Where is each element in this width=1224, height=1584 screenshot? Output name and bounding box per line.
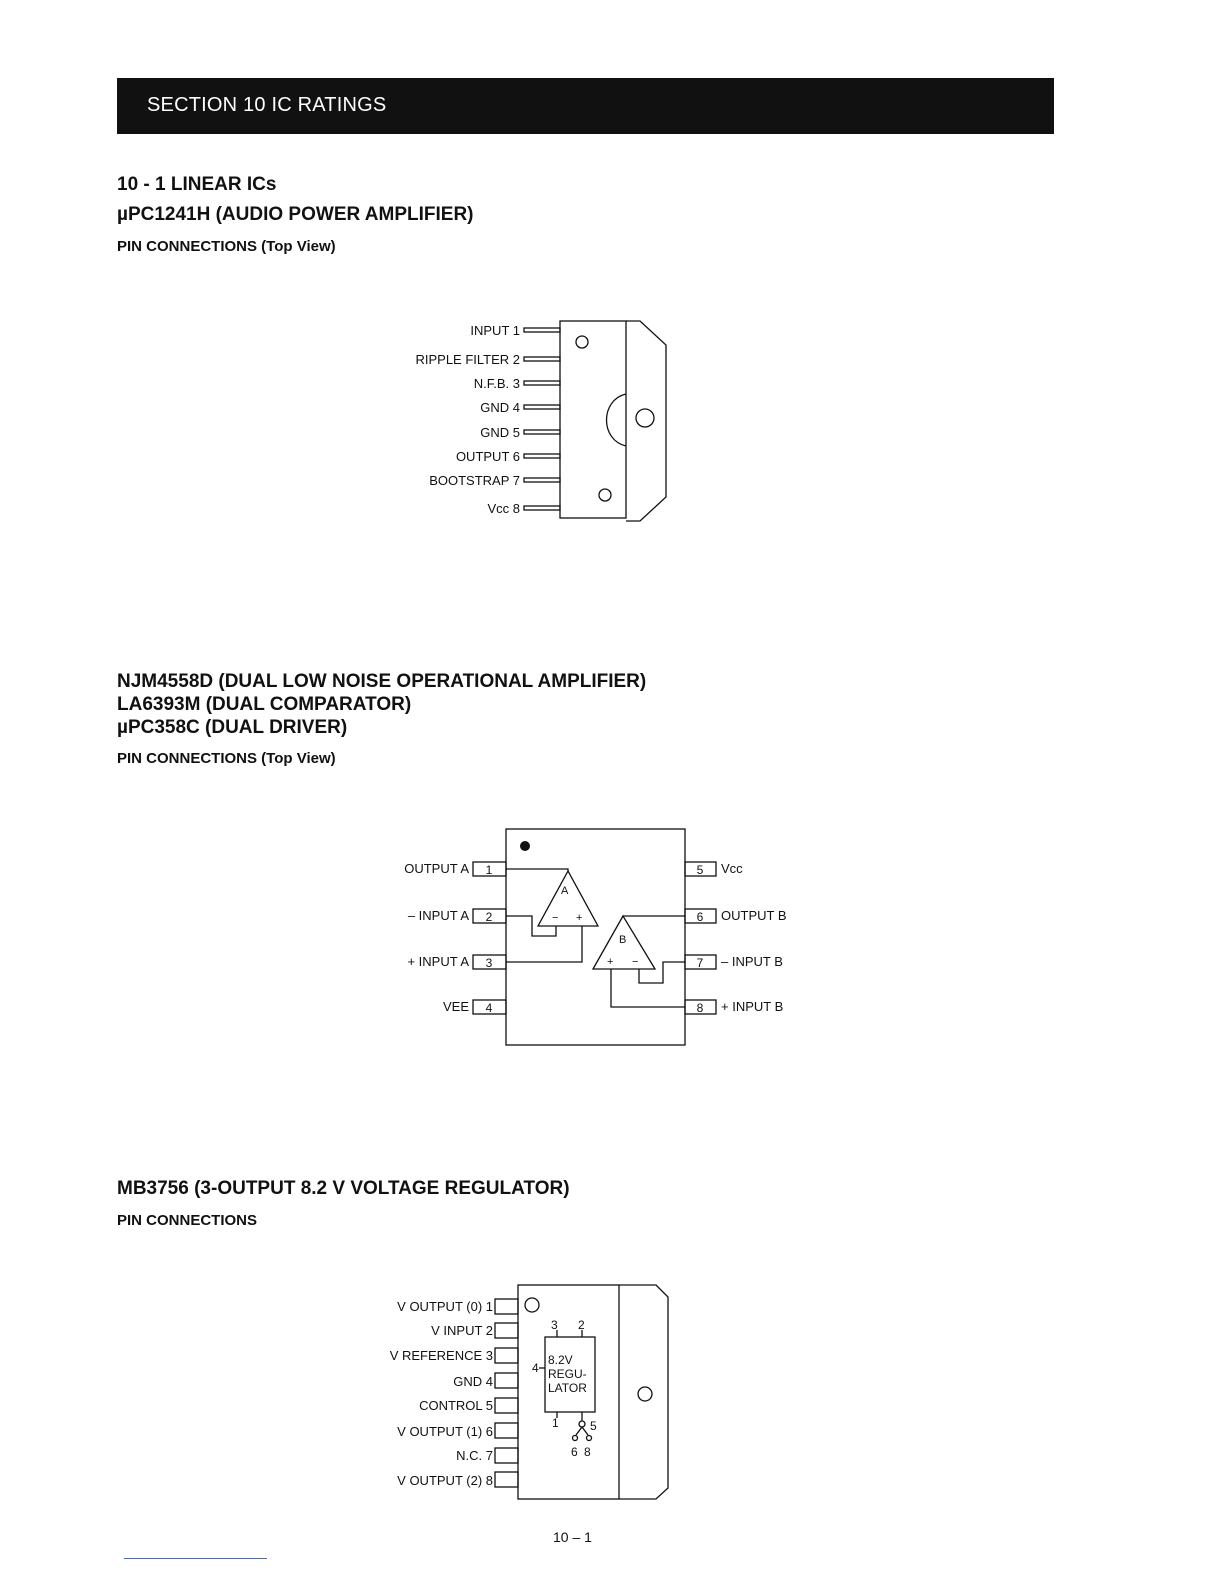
ic3-regulator-block [545, 1337, 595, 1412]
ic2-pin-1-box [473, 862, 506, 876]
ic2-pin-2-label: – INPUT A [407, 908, 469, 923]
ic3-pin-7-label: N.C. 7 [456, 1448, 493, 1463]
ic2-amp-a-plus: + [576, 912, 583, 924]
ic3-pin-boxes [495, 1299, 518, 1487]
ic2-pin-5-label: Vcc [721, 861, 743, 876]
ic2-pin-8-num: 8 [696, 1001, 704, 1015]
ic3-internal-pin-8: 8 [584, 1445, 591, 1459]
ic1-pin-7-label: BOOTSTRAP 7 [429, 473, 520, 488]
ic2-title-line-1: NJM4558D (DUAL LOW NOISE OPERATIONAL AMPLIFIER) [117, 671, 647, 692]
section-header-bar [117, 78, 1054, 134]
ic2-pin-7-num: 7 [696, 956, 704, 970]
ic1-pin-6-label: OUTPUT 6 [455, 449, 520, 464]
ic2-pin-3-box [473, 955, 506, 969]
ic3-pin-5-label: CONTROL 5 [419, 1398, 493, 1413]
ic2-title-line-2: LA6393M (DUAL COMPARATOR) [117, 694, 412, 715]
ic2-pin1-dot [520, 841, 530, 851]
linear-ics-heading: 10 - 1 LINEAR ICs [117, 174, 277, 195]
ic2-pin-4-box [473, 1000, 506, 1014]
ic1-heatsink [626, 321, 666, 521]
ic3-regulator-line-2: REGU- [548, 1367, 587, 1381]
ic3-pin-6-label: V OUTPUT (1) 6 [397, 1424, 493, 1439]
ic3-pin-3-label: V REFERENCE 3 [389, 1348, 493, 1363]
ic1-pin-2-label: RIPPLE FILTER 2 [415, 352, 520, 367]
ic3-switch-node [579, 1421, 585, 1427]
ic2-body [506, 829, 685, 1045]
ic1-pin-3-label: N.F.B. 3 [473, 376, 520, 391]
ic3-internal-pin-4: 4 [532, 1361, 539, 1375]
ic3-regulator-line-1: 8.2V [548, 1353, 573, 1367]
ic3-title: MB3756 (3-OUTPUT 8.2 V VOLTAGE REGULATOR) [117, 1178, 570, 1199]
ic1-notch [607, 394, 627, 446]
ic3-pin-2-label: V INPUT 2 [431, 1323, 493, 1338]
ic3-heatsink [619, 1285, 668, 1499]
ic2-amp-a-minus: − [552, 912, 559, 924]
ic2-pin-3-num: 3 [485, 956, 493, 970]
ic3-pin-1-label: V OUTPUT (0) 1 [397, 1299, 493, 1314]
ic2-wire-minus-b [639, 962, 685, 983]
ic2-amp-b [593, 916, 655, 969]
ic2-pin-2-num: 2 [485, 910, 493, 924]
ic2-wire-out-a [506, 869, 568, 871]
ic2-amp-b-plus: + [607, 956, 614, 968]
ic2-amp-b-label: B [619, 934, 627, 946]
ic1-pin-8-label: Vcc 8 [487, 501, 520, 516]
ic3-internal-pin-1: 1 [552, 1416, 559, 1430]
ic2-pin-4-num: 4 [485, 1001, 493, 1015]
ic2-pin-8-label: + INPUT B [721, 999, 784, 1014]
ic3-mount-hole [638, 1387, 652, 1401]
ic2-wire-plus-b [611, 969, 685, 1007]
ic3-pin-4-label: GND 4 [453, 1374, 493, 1389]
ic3-internal-pin-6: 6 [571, 1445, 578, 1459]
footer-rule [124, 1558, 267, 1559]
ic2-pin-2-box [473, 909, 506, 923]
ic2-pin-1-num: 1 [485, 863, 493, 877]
ic2-pin-6-label: OUTPUT B [721, 908, 787, 923]
ic1-body [560, 321, 626, 518]
ic2-amp-a [538, 871, 598, 926]
ic3-subtitle: PIN CONNECTIONS [117, 1212, 258, 1229]
ic1-pin-4-label: GND 4 [480, 400, 520, 415]
ic3-internal-pin-5: 5 [590, 1419, 597, 1433]
ic1-mount-hole [636, 409, 654, 427]
ic3-pin1-marker [525, 1298, 539, 1312]
ic2-pin-3-label: + INPUT A [407, 954, 469, 969]
page-number: 10 – 1 [553, 1529, 592, 1545]
ic1-title: µPC1241H (AUDIO POWER AMPLIFIER) [117, 204, 474, 225]
ic1-pin-leads [524, 328, 560, 510]
ic2-wire-plus-a [506, 926, 582, 962]
ic1-pin1-marker [576, 336, 588, 348]
ic3-body [518, 1285, 619, 1499]
ic2-pin-7-box [685, 955, 716, 969]
ic2-subtitle: PIN CONNECTIONS (Top View) [117, 750, 336, 767]
ic2-pin-8-box [685, 1000, 716, 1014]
ic3-internal-pin-2: 2 [578, 1318, 585, 1332]
ic2-wire-minus-a [506, 916, 556, 936]
ic2-amp-b-minus: − [632, 956, 639, 968]
ic3-regulator-line-3: LATOR [548, 1381, 587, 1395]
ic1-pin-1-label: INPUT 1 [470, 323, 520, 338]
ic2-amp-a-label: A [561, 885, 569, 897]
ic2-pin-5-num: 5 [696, 863, 704, 877]
ic1-subtitle: PIN CONNECTIONS (Top View) [117, 238, 336, 255]
ic2-pin-5-box [685, 862, 716, 876]
ic2-pin-7-label: – INPUT B [721, 954, 783, 969]
section-title: SECTION 10 IC RATINGS [147, 94, 387, 116]
ic3-internal-pin-3: 3 [551, 1318, 558, 1332]
ic2-pin-6-box [685, 909, 716, 923]
ic2-title-line-3: µPC358C (DUAL DRIVER) [117, 717, 348, 738]
ic2-pin-6-num: 6 [696, 910, 704, 924]
ic2-pin-4-label: VEE [442, 999, 469, 1014]
ic2-pin-1-label: OUTPUT A [404, 861, 469, 876]
ic1-lower-hole [599, 489, 611, 501]
ic3-pin-8-label: V OUTPUT (2) 8 [397, 1473, 493, 1488]
ic1-pin-5-label: GND 5 [480, 425, 520, 440]
